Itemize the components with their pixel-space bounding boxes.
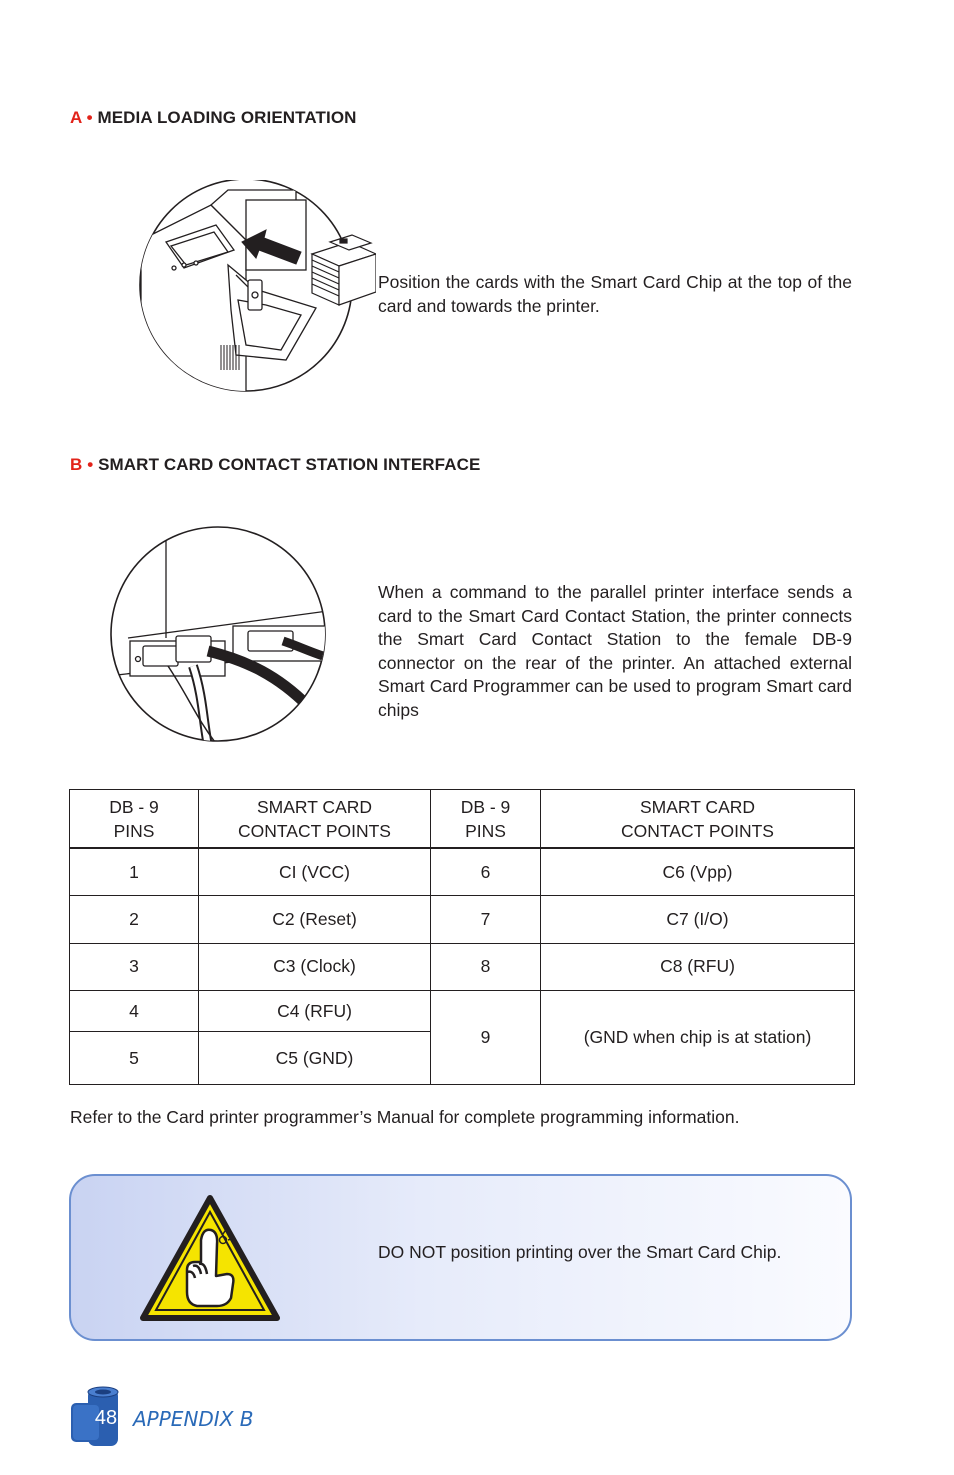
contact-point-cell: C2 (Reset): [199, 896, 431, 943]
caution-pointing-hand-icon: [139, 1194, 281, 1322]
reference-note: Refer to the Card printer programmer’s Manual for complete programming information.: [70, 1107, 740, 1127]
caution-box: [69, 1174, 852, 1341]
header-pins-left-line1: DB - 9: [109, 796, 159, 817]
header-points-left-line2: CONTACT POINTS: [238, 820, 391, 841]
section-b-heading: [70, 455, 480, 475]
appendix-label: APPENDIX B: [133, 1407, 254, 1431]
header-pins-right: [431, 790, 541, 849]
section-a-letter: A: [70, 108, 82, 127]
section-a-title: MEDIA LOADING ORIENTATION: [97, 108, 357, 127]
contact-point-cell: C5 (GND): [199, 1032, 431, 1085]
pin-cell: 3: [70, 943, 199, 990]
contact-point-cell: C6 (Vpp): [541, 848, 855, 895]
section-a-heading: [70, 108, 357, 128]
printer-media-loading-illustration: [136, 180, 376, 395]
header-points-right-line2: CONTACT POINTS: [621, 820, 774, 841]
header-points-left: [199, 790, 431, 849]
pin-cell: 5: [70, 1032, 199, 1085]
db9-pin-mapping-table: [69, 789, 855, 1085]
pin-cell: 6: [431, 848, 541, 895]
contact-point-cell: C4 (RFU): [199, 991, 431, 1032]
pin-cell: 7: [431, 896, 541, 943]
header-pins-left: [70, 790, 199, 849]
page-number: 48: [94, 1407, 118, 1429]
table-row: [70, 848, 855, 895]
section-b-bullet: •: [87, 455, 94, 474]
pin-cell: 1: [70, 848, 199, 895]
header-pins-right-line2: PINS: [465, 820, 506, 841]
contact-point-cell: C7 (I/O): [541, 896, 855, 943]
table-row: [70, 991, 855, 1032]
contact-point-cell: CI (VCC): [199, 848, 431, 895]
table-header-row: [70, 790, 855, 849]
pin-cell: 8: [431, 943, 541, 990]
pin-cell: 9: [431, 991, 541, 1085]
table-row: [70, 943, 855, 990]
caution-text: DO NOT position printing over the Smart Card Chip.: [378, 1242, 782, 1262]
contact-point-cell: (GND when chip is at station): [541, 991, 855, 1085]
header-points-left-line1: SMART CARD: [256, 796, 373, 817]
header-pins-left-line2: PINS: [113, 820, 155, 841]
pin-cell: 2: [70, 896, 199, 943]
section-a-description: Position the cards with the Smart Card Chip at the top of the card and towards the printer.: [378, 272, 852, 316]
contact-station-connector-illustration: [108, 526, 328, 744]
section-a-bullet: •: [86, 108, 93, 127]
section-b-title: SMART CARD CONTACT STATION INTERFACE: [98, 455, 481, 474]
section-b-letter: B: [70, 455, 83, 474]
header-points-right-line1: SMART CARD: [639, 796, 756, 817]
header-pins-right-line1: DB - 9: [460, 796, 511, 817]
pin-cell: 4: [70, 991, 199, 1032]
section-b-description: When a command to the parallel printer interface sends a card to the Smart Card Contact Station, the printer connects the Smart Card Contact Station to the female DB-9 connector on the rear of the printer. An attached external Smart Card Programmer can be used to program Smart card chips: [378, 582, 852, 720]
table-row: [70, 896, 855, 943]
header-points-right: [541, 790, 855, 849]
contact-point-cell: C3 (Clock): [199, 943, 431, 990]
contact-point-cell: C8 (RFU): [541, 943, 855, 990]
